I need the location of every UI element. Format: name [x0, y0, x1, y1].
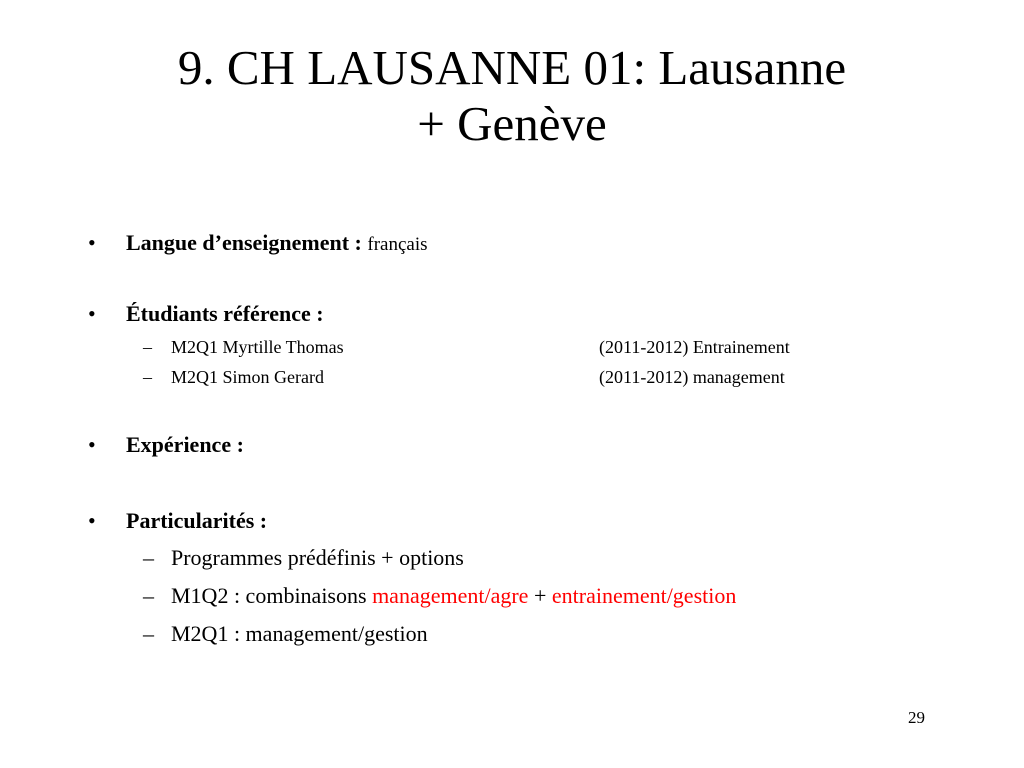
- plus-sign: +: [533, 583, 547, 608]
- dash-marker: –: [143, 367, 152, 387]
- etudiant-item: [143, 366, 785, 388]
- particularite-text: Programmes prédéfinis + options: [171, 545, 464, 570]
- highlight-entrainement-gestion: entrainement/gestion: [551, 583, 737, 608]
- etudiant-detail: (2011-2012) management: [599, 367, 785, 387]
- particularite-item: [143, 621, 428, 647]
- slide-title: [0, 40, 1024, 152]
- etudiants-label: Étudiants référence :: [126, 301, 324, 326]
- etudiant-name: M2Q1 Simon Gerard: [171, 367, 324, 387]
- dash-marker: –: [143, 621, 154, 646]
- particularite-prefix: M1Q2 : combinaisons: [171, 583, 367, 608]
- highlight-management-agre: management/agre: [372, 583, 529, 608]
- page-number: 29: [908, 708, 925, 727]
- etudiant-name: M2Q1 Myrtille Thomas: [171, 337, 344, 357]
- bullet-marker: •: [88, 301, 96, 326]
- bullet-marker: •: [88, 230, 96, 255]
- dash-marker: –: [143, 337, 152, 357]
- bullet-langue: [88, 230, 428, 258]
- dash-marker: –: [143, 545, 154, 570]
- bullet-etudiants: [88, 301, 324, 327]
- slide-title-line-2: + Genève: [417, 96, 607, 151]
- bullet-marker: •: [88, 432, 96, 457]
- etudiant-item: [143, 336, 790, 358]
- particularites-label: Particularités :: [126, 508, 268, 533]
- slide-title-line-1: 9. CH LAUSANNE 01: Lausanne: [177, 40, 847, 95]
- particularite-text: M2Q1 : management/gestion: [171, 621, 428, 646]
- dash-marker: –: [143, 583, 154, 608]
- langue-label: Langue d’enseignement :: [126, 230, 362, 255]
- bullet-experience: [88, 432, 244, 458]
- bullet-particularites: [88, 508, 267, 534]
- particularite-item: [143, 583, 736, 609]
- bullet-marker: •: [88, 508, 96, 533]
- particularite-item: [143, 545, 464, 571]
- experience-label: Expérience :: [126, 432, 244, 457]
- langue-value: français: [367, 234, 428, 255]
- etudiant-detail: (2011-2012) Entrainement: [599, 337, 790, 357]
